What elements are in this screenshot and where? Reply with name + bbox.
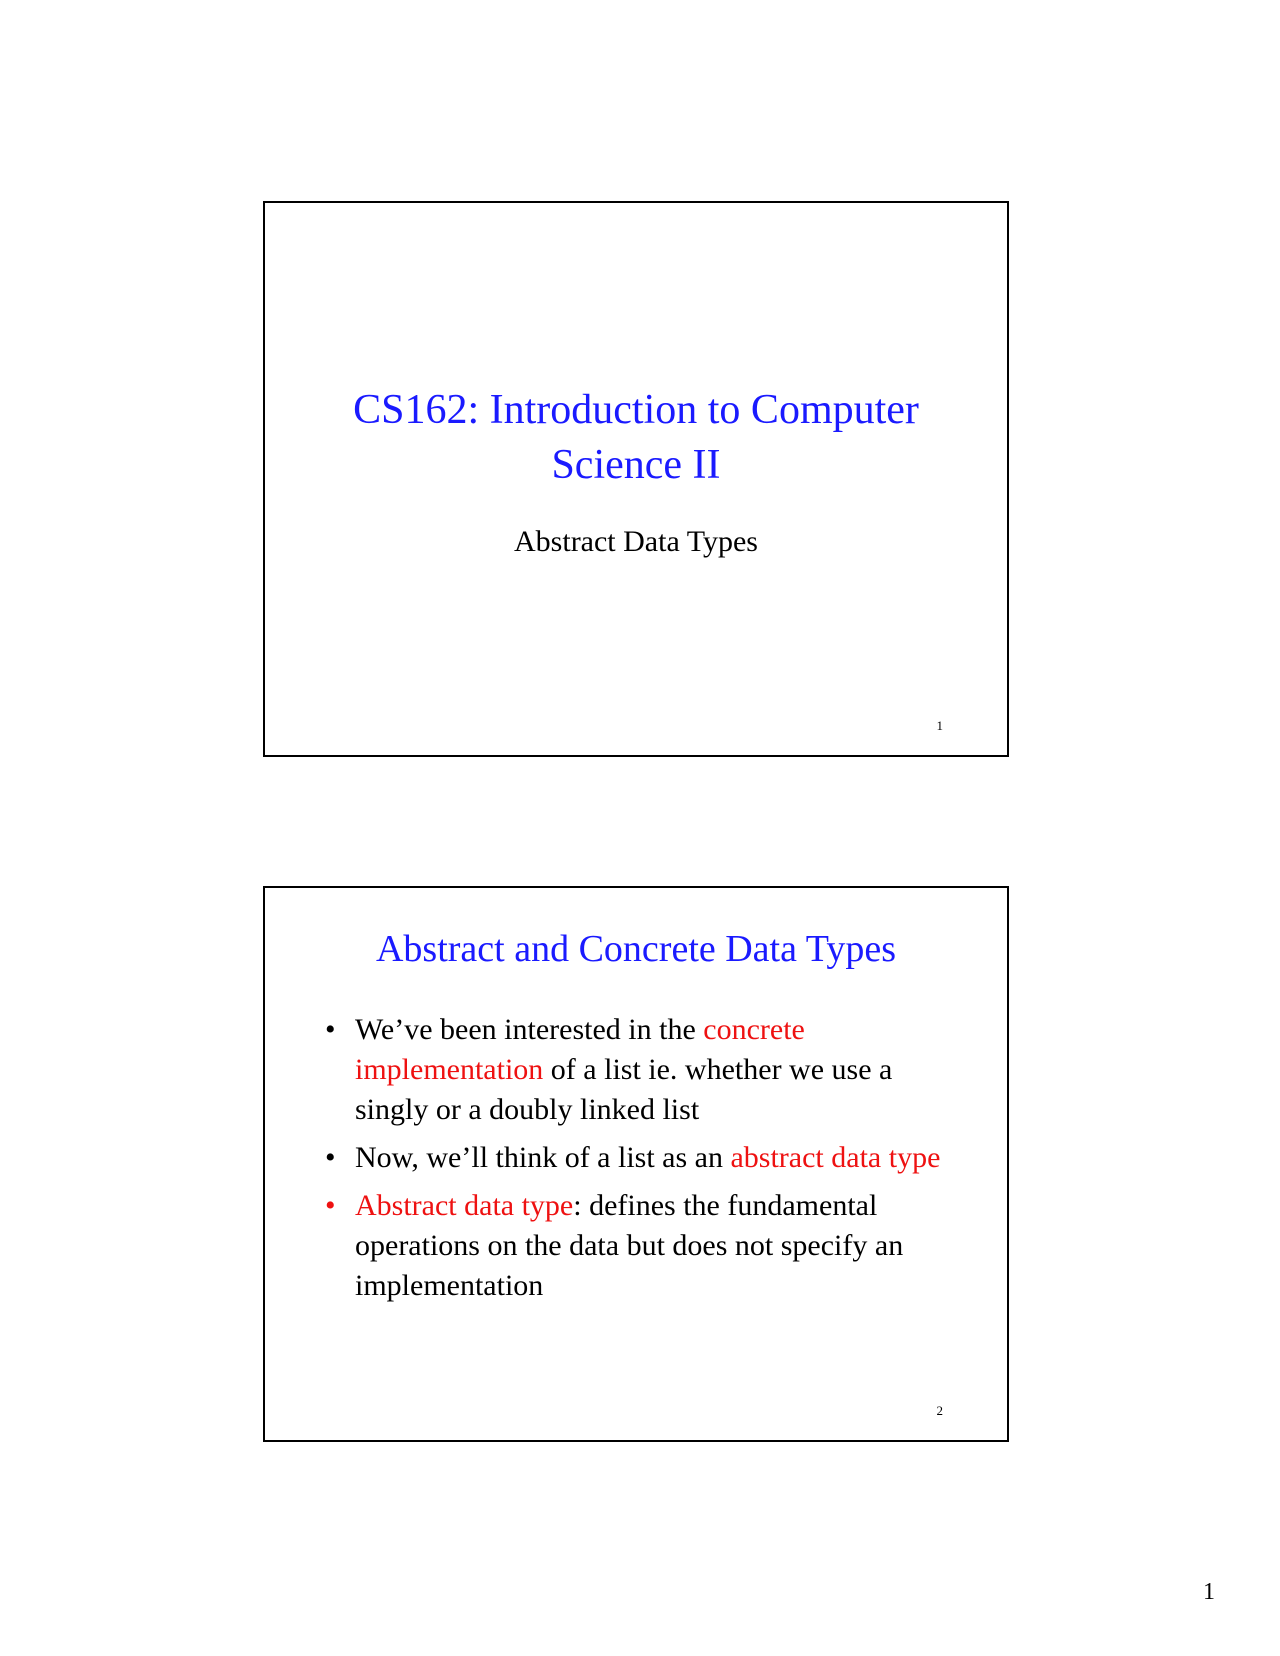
slide-subtitle: Abstract Data Types xyxy=(514,525,758,558)
slide-number: 1 xyxy=(936,718,943,733)
title-block xyxy=(265,383,1007,560)
bullet-text: Now, we’ll think of a list as an xyxy=(355,1141,731,1174)
slide-heading: Abstract and Concrete Data Types xyxy=(375,928,896,970)
bullet-highlight: concrete implementation xyxy=(355,1013,805,1086)
bullet-icon: • xyxy=(325,1141,336,1174)
bullet-list xyxy=(325,1010,955,1314)
slide-2 xyxy=(263,886,1009,1442)
bullet-item xyxy=(325,1138,955,1178)
slide-title-line-1: CS162: Introduction to Computer xyxy=(353,387,919,433)
bullet-icon: • xyxy=(325,1189,336,1222)
bullet-text: : defines the fundamental operations on the data but does not specify an implementation xyxy=(355,1189,904,1302)
slide-title-line-2: Science II xyxy=(551,442,721,488)
slide-title xyxy=(265,383,1007,493)
bullet-highlight: Abstract data type xyxy=(355,1189,574,1222)
bullet-text: We’ve been interested in the xyxy=(355,1013,704,1046)
bullet-text: of a list ie. whether we use a singly or a doubly linked list xyxy=(355,1053,893,1126)
bullet-highlight: abstract data type xyxy=(730,1141,941,1174)
slide-1 xyxy=(263,201,1009,757)
page-number: 1 xyxy=(1203,1579,1215,1605)
slide-number: 2 xyxy=(936,1403,943,1418)
bullet-item xyxy=(325,1010,955,1130)
bullet-icon: • xyxy=(325,1013,336,1046)
bullet-item xyxy=(325,1186,955,1306)
